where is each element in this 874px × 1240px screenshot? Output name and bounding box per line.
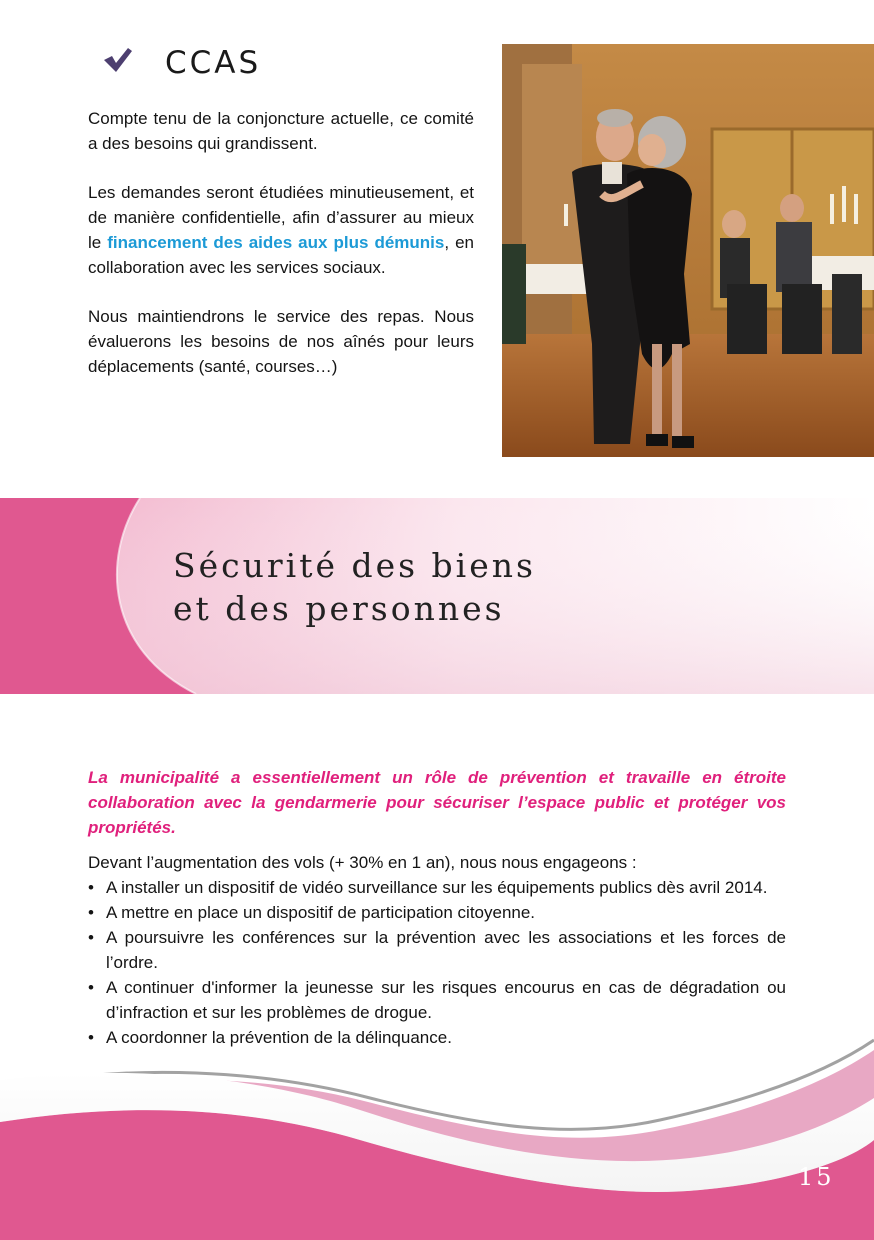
bullet: • [88, 978, 94, 997]
section-title-line-1: Sécurité des biens [173, 546, 536, 585]
list-item-text: A continuer d'informer la jeunesse sur les risques encourus en cas de dégradation ou d’infraction et sur les problèmes de drogue. [106, 978, 786, 1022]
lead-sentence: Devant l’augmentation des vols (+ 30% en 1 an), nous nous engageons : [88, 853, 637, 872]
list-item-text: A mettre en place un dispositif de participation citoyenne. [106, 903, 536, 922]
ccas-paragraph-1: Compte tenu de la conjoncture actuelle, ce comité a des besoins qui grandissent. [88, 109, 474, 153]
list-item [88, 875, 786, 900]
list-item [88, 925, 786, 975]
page-number: 15 [798, 1163, 835, 1191]
list-item [88, 1025, 786, 1050]
ccas-title: CCAS [165, 45, 262, 81]
footer-wave [0, 1040, 874, 1240]
ccas-paragraph-2 [88, 180, 474, 280]
bullet: • [88, 1028, 94, 1047]
commitments-list [88, 875, 786, 1050]
ccas-paragraph-3: Nous maintiendrons le service des repas. Nous évaluerons les besoins de nos aînés pour leurs déplacements (santé, courses…) [88, 307, 474, 376]
bullet: • [88, 878, 94, 897]
ccas-paragraph-2-start: Les demandes seront étudiées minutieusement, et de manière confidentielle, afin d’assurer au mieux le [88, 183, 474, 252]
bullet: • [88, 928, 94, 947]
intro-paragraph: La municipalité a essentiellement un rôle de prévention et travaille en étroite collaboration avec la gendarmerie pour sécuriser l’espace public et protéger vos propriétés. [88, 768, 786, 837]
section-title [173, 544, 536, 630]
list-item-text: A coordonner la prévention de la délinquance. [106, 1028, 452, 1047]
list-item [88, 975, 786, 1025]
section-title-line-2: et des personnes [173, 589, 505, 628]
bullet: • [88, 903, 94, 922]
dancing-couple-photo [502, 44, 874, 457]
list-item-text: A installer un dispositif de vidéo surveillance sur les équipements publics dès avril 2014. [106, 878, 768, 897]
checkmark-icon [102, 46, 134, 74]
list-item-text: A poursuivre les conférences sur la prévention avec les associations et les forces de l’ordre. [106, 928, 786, 972]
ccas-body-text [88, 106, 474, 403]
ccas-paragraph-2-end: , en collaboration avec les services sociaux. [88, 233, 474, 277]
list-item [88, 900, 786, 925]
highlighted-text: financement des aides aux plus démunis [107, 233, 445, 252]
